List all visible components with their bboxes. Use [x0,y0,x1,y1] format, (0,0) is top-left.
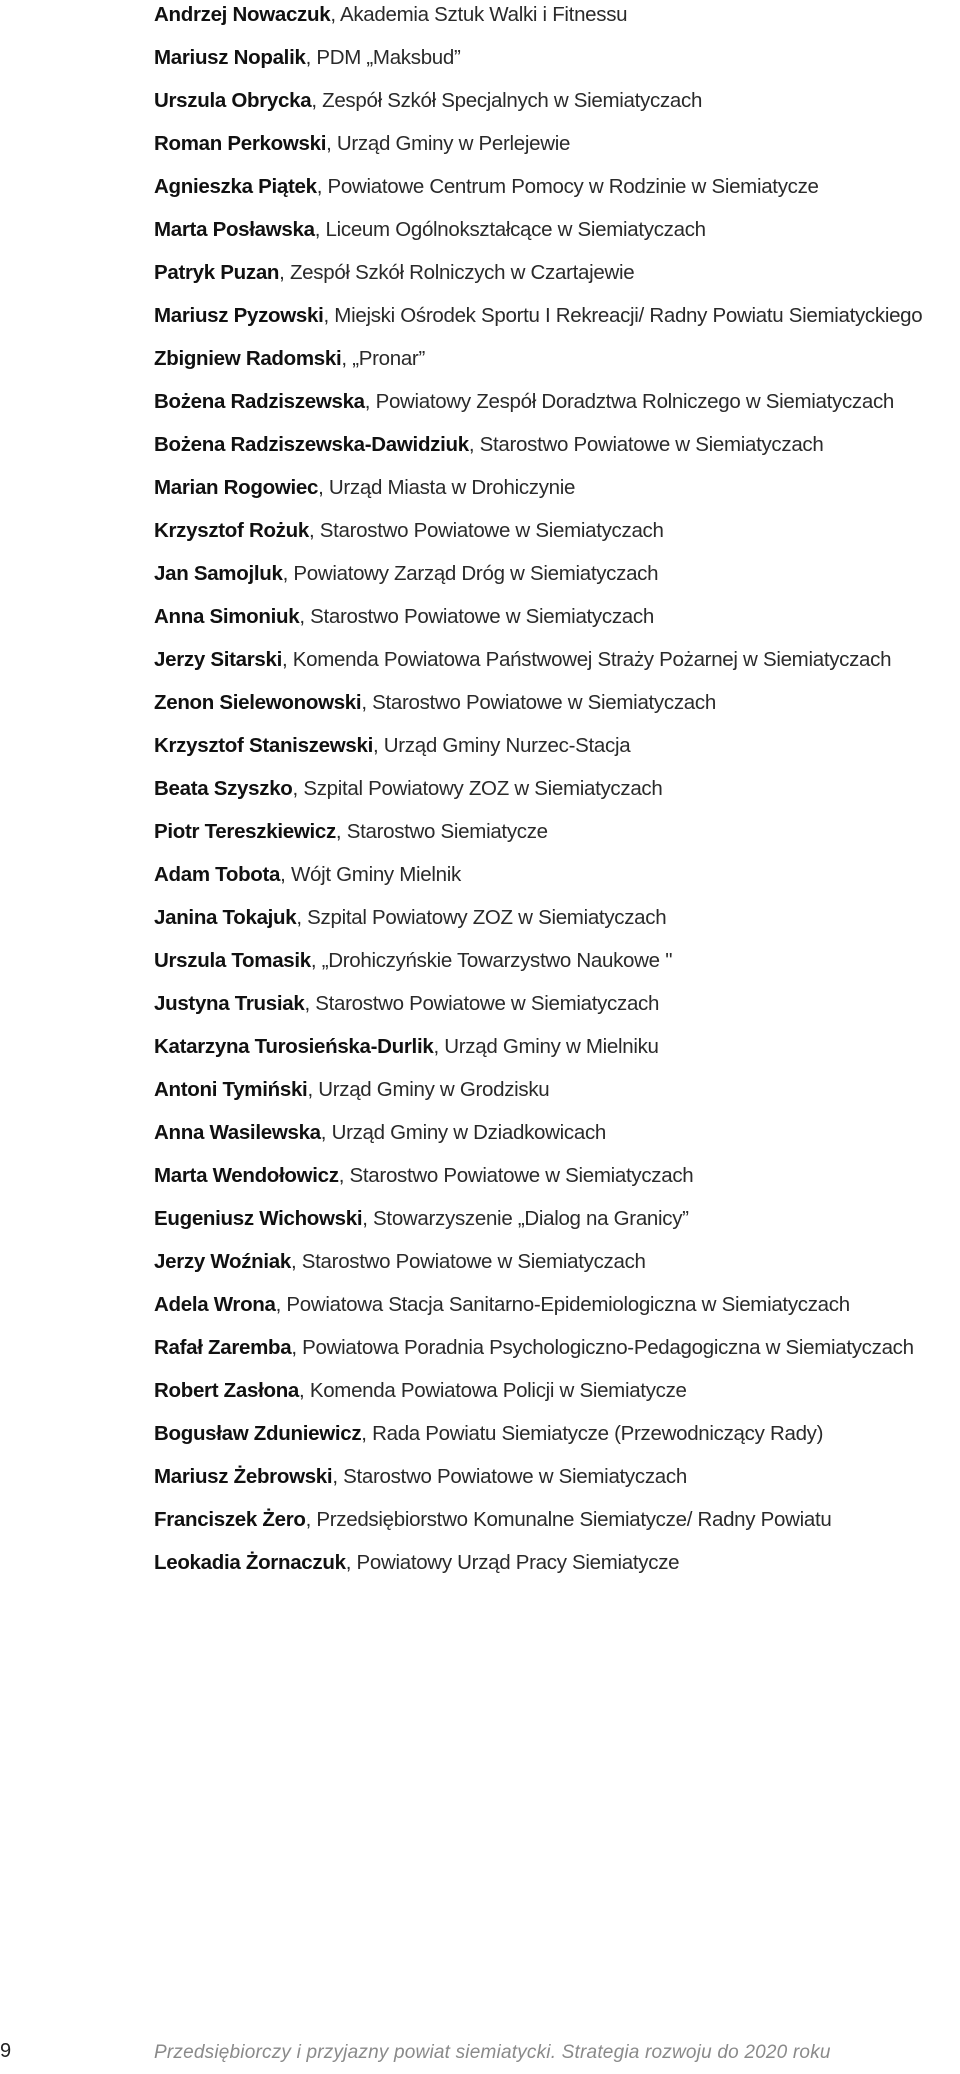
person-name: Zenon Sielewonowski [154,691,362,714]
person-name: Adam Tobota [154,863,281,886]
person-name: Bożena Radziszewska-Dawidziuk [154,433,469,456]
person-name: Patryk Puzan [154,261,280,284]
person-name: Andrzej Nowaczuk [154,3,331,26]
list-item [154,1247,954,1290]
list-item [154,301,954,344]
list-item [154,172,954,215]
affiliation: , Powiatowy Zarząd Dróg w Siemiatyczach [282,562,659,585]
person-name: Adela Wrona [154,1293,276,1316]
person-name: Leokadia Żornaczuk [154,1551,346,1574]
list-item [154,43,954,86]
affiliation: , Miejski Ośrodek Sportu I Rekreacji/ Radny Powiatu Siemiatyckiego [323,304,923,327]
list-item [154,731,954,774]
affiliation: , Powiatowy Urząd Pracy Siemiatycze [345,1551,680,1574]
affiliation: , Powiatowa Poradnia Psychologiczno-Pedagogiczna w Siemiatyczach [291,1336,914,1359]
page-number: 9 [0,2040,12,2062]
person-name: Anna Simoniuk [154,605,300,628]
list-item [154,430,954,473]
footer-text: Przedsiębiorczy i przyjazny powiat siemiatycki. Strategia rozwoju do 2020 roku [154,2042,831,2063]
person-name: Krzysztof Rożuk [154,519,309,542]
affiliation: , Urząd Gminy w Mielniku [433,1035,659,1058]
person-name: Rafał Zaremba [154,1336,292,1359]
person-name: Urszula Tomasik [154,949,311,972]
list-item [154,344,954,387]
list-item [154,1419,954,1462]
list-item [154,989,954,1032]
person-name: Katarzyna Turosieńska-Durlik [154,1035,434,1058]
list-item [154,688,954,731]
affiliation: , Urząd Gminy w Grodzisku [307,1078,550,1101]
person-name: Eugeniusz Wichowski [154,1207,363,1230]
list-item [154,1032,954,1075]
list-item [154,645,954,688]
affiliation: , PDM „Maksbud” [305,46,461,69]
list-item [154,1290,954,1333]
list-item [154,602,954,645]
list-item [154,1075,954,1118]
affiliation: , „Drohiczyńskie Towarzystwo Naukowe '' [310,949,673,972]
affiliation: , Starostwo Powiatowe w Siemiatyczach [291,1250,646,1273]
affiliation: , Przedsiębiorstwo Komunalne Siemiatycze/ Radny Powiatu [305,1508,832,1531]
person-name: Mariusz Nopalik [154,46,306,69]
person-name: Anna Wasilewska [154,1121,321,1144]
person-name: Marta Wendołowicz [154,1164,339,1187]
affiliation: , Zespół Szkół Rolniczych w Czartajewie [279,261,635,284]
affiliation: , Powiatowa Stacja Sanitarno-Epidemiologiczna w Siemiatyczach [275,1293,850,1316]
affiliation: , Starostwo Powiatowe w Siemiatyczach [304,992,660,1015]
person-name: Antoni Tymiński [154,1078,308,1101]
person-name: Justyna Trusiak [154,992,305,1015]
list-item [154,473,954,516]
list-item [154,1376,954,1419]
person-name: Robert Zasłona [154,1379,300,1402]
list-item [154,129,954,172]
person-name: Agnieszka Piątek [154,175,317,198]
affiliation: , Starostwo Powiatowe w Siemiatyczach [308,519,664,542]
person-name: Franciszek Żero [154,1508,306,1531]
list-item [154,0,954,43]
affiliation: , Starostwo Powiatowe w Siemiatyczach [332,1465,687,1488]
affiliation: , Szpital Powiatowy ZOZ w Siemiatyczach [296,906,667,929]
list-item [154,946,954,989]
list-item [154,774,954,817]
list-item [154,258,954,301]
person-name: Beata Szyszko [154,777,293,800]
affiliation: , Urząd Gminy Nurzec-Stacja [372,734,631,757]
affiliation: , Powiatowy Zespół Doradztwa Rolniczego w Siemiatyczach [364,390,895,413]
person-name: Piotr Tereszkiewicz [154,820,336,843]
list-item [154,1333,954,1376]
person-name: Marta Posławska [154,218,315,241]
person-name: Janina Tokajuk [154,906,297,929]
affiliation: , Starostwo Powiatowe w Siemiatyczach [361,691,716,714]
person-name: Krzysztof Staniszewski [154,734,373,757]
affiliation: , Powiatowe Centrum Pomocy w Rodzinie w Siemiatycze [316,175,819,198]
list-item [154,86,954,129]
person-name: Mariusz Pyzowski [154,304,324,327]
person-name: Bożena Radziszewska [154,390,365,413]
affiliation: , Starostwo Powiatowe w Siemiatyczach [468,433,824,456]
participants-list [154,0,954,1591]
person-name: Roman Perkowski [154,132,327,155]
person-name: Mariusz Żebrowski [154,1465,333,1488]
list-item [154,1118,954,1161]
list-item [154,387,954,430]
affiliation: , Urząd Miasta w Drohiczynie [318,476,576,499]
affiliation: , Liceum Ogólnokształcące w Siemiatyczach [314,218,706,241]
affiliation: , Komenda Powiatowa Policji w Siemiatycze [299,1379,687,1402]
list-item [154,1161,954,1204]
affiliation: , Rada Powiatu Siemiatycze (Przewodniczący Rady) [361,1422,824,1445]
affiliation: , Starostwo Powiatowe w Siemiatyczach [338,1164,694,1187]
list-item [154,1204,954,1247]
person-name: Zbigniew Radomski [154,347,342,370]
affiliation: , Szpital Powiatowy ZOZ w Siemiatyczach [292,777,663,800]
list-item [154,1505,954,1548]
list-item [154,903,954,946]
affiliation: , Wójt Gminy Mielnik [280,863,461,886]
person-name: Jan Samojluk [154,562,283,585]
affiliation: , Akademia Sztuk Walki i Fitnessu [330,3,628,26]
affiliation: , Urząd Gminy w Dziadkowicach [320,1121,606,1144]
affiliation: , Urząd Gminy w Perlejewie [326,132,571,155]
list-item [154,860,954,903]
affiliation: , „Pronar” [341,347,425,370]
person-name: Marian Rogowiec [154,476,319,499]
list-item [154,516,954,559]
affiliation: , Starostwo Siemiatycze [335,820,548,843]
affiliation: , Starostwo Powiatowe w Siemiatyczach [299,605,654,628]
list-item [154,215,954,258]
person-name: Urszula Obrycka [154,89,312,112]
list-item [154,559,954,602]
list-item [154,1548,954,1591]
affiliation: , Stowarzyszenie „Dialog na Granicy” [362,1207,689,1230]
list-item [154,1462,954,1505]
list-item [154,817,954,860]
affiliation: , Komenda Powiatowa Państwowej Straży Pożarnej w Siemiatyczach [282,648,892,671]
person-name: Bogusław Zduniewicz [154,1422,362,1445]
person-name: Jerzy Sitarski [154,648,282,671]
affiliation: , Zespół Szkół Specjalnych w Siemiatyczach [311,89,703,112]
person-name: Jerzy Woźniak [154,1250,291,1273]
